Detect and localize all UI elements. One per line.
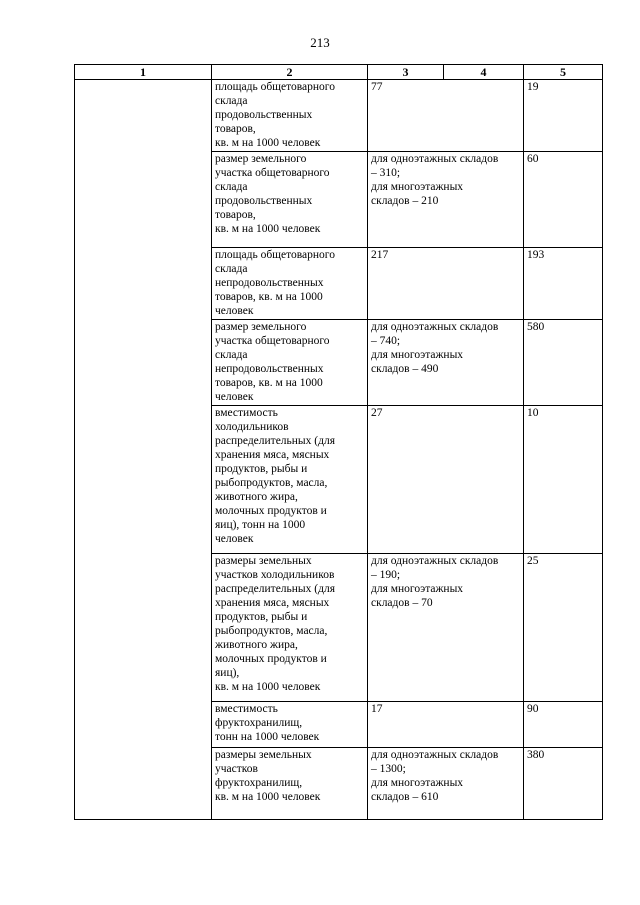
header-row [75, 65, 603, 80]
value-cell: 217 [368, 248, 524, 320]
indicator-cell: вместимость холодильников распределительных (для хранения мяса, мясных продуктов, рыбы и рыбопродуктов, масла, животного жира, молочных продуктов и яиц), тонн на 1000 человек [212, 406, 368, 554]
value5-cell: 19 [524, 80, 603, 152]
col-header-3: 3 [368, 65, 444, 80]
value5-cell: 25 [524, 554, 603, 702]
value5-cell: 380 [524, 748, 603, 820]
table-row [75, 748, 603, 820]
indicator-cell: размеры земельных участков фруктохранилищ, кв. м на 1000 человек [212, 748, 368, 820]
col-header-5: 5 [524, 65, 603, 80]
value-cell: 17 [368, 702, 524, 748]
empty-cell [75, 248, 212, 320]
table-row [75, 248, 603, 320]
table-row [75, 80, 603, 152]
page-number: 213 [310, 35, 330, 50]
table-row [75, 152, 603, 248]
table-row [75, 554, 603, 702]
value5-cell: 60 [524, 152, 603, 248]
table-row [75, 702, 603, 748]
value-cell: для одноэтажных складов – 310; для многоэтажных складов – 210 [368, 152, 524, 248]
indicator-cell: размер земельного участка общетоварного склада продовольственных товаров, кв. м на 1000 человек [212, 152, 368, 248]
indicator-cell: вместимость фруктохранилищ, тонн на 1000 человек [212, 702, 368, 748]
empty-cell [75, 702, 212, 748]
value-cell: для одноэтажных складов – 1300; для многоэтажных складов – 610 [368, 748, 524, 820]
empty-cell [75, 152, 212, 248]
empty-cell [75, 320, 212, 406]
col-header-1: 1 [75, 65, 212, 80]
value5-cell: 90 [524, 702, 603, 748]
value5-cell: 193 [524, 248, 603, 320]
indicator-cell: размер земельного участка общетоварного склада непродовольственных товаров, кв. м на 1000 человек [212, 320, 368, 406]
norms-table [74, 64, 603, 820]
indicator-cell: площадь общетоварного склада продовольственных товаров, кв. м на 1000 человек [212, 80, 368, 152]
empty-cell [75, 748, 212, 820]
empty-cell [75, 406, 212, 554]
value5-cell: 10 [524, 406, 603, 554]
value-cell: 77 [368, 80, 524, 152]
value-cell: для одноэтажных складов – 740; для многоэтажных складов – 490 [368, 320, 524, 406]
table-row [75, 406, 603, 554]
indicator-cell: площадь общетоварного склада непродовольственных товаров, кв. м на 1000 человек [212, 248, 368, 320]
table-row [75, 320, 603, 406]
value5-cell: 580 [524, 320, 603, 406]
indicator-cell: размеры земельных участков холодильников распределительных (для хранения мяса, мясных продуктов, рыбы и рыбопродуктов, масла, животного жира, молочных продуктов и яиц), кв. м на 1000 человек [212, 554, 368, 702]
value-cell: для одноэтажных складов – 190; для многоэтажных складов – 70 [368, 554, 524, 702]
empty-cell [75, 554, 212, 702]
value-cell: 27 [368, 406, 524, 554]
col-header-4: 4 [444, 65, 524, 80]
col-header-2: 2 [212, 65, 368, 80]
empty-cell [75, 80, 212, 152]
